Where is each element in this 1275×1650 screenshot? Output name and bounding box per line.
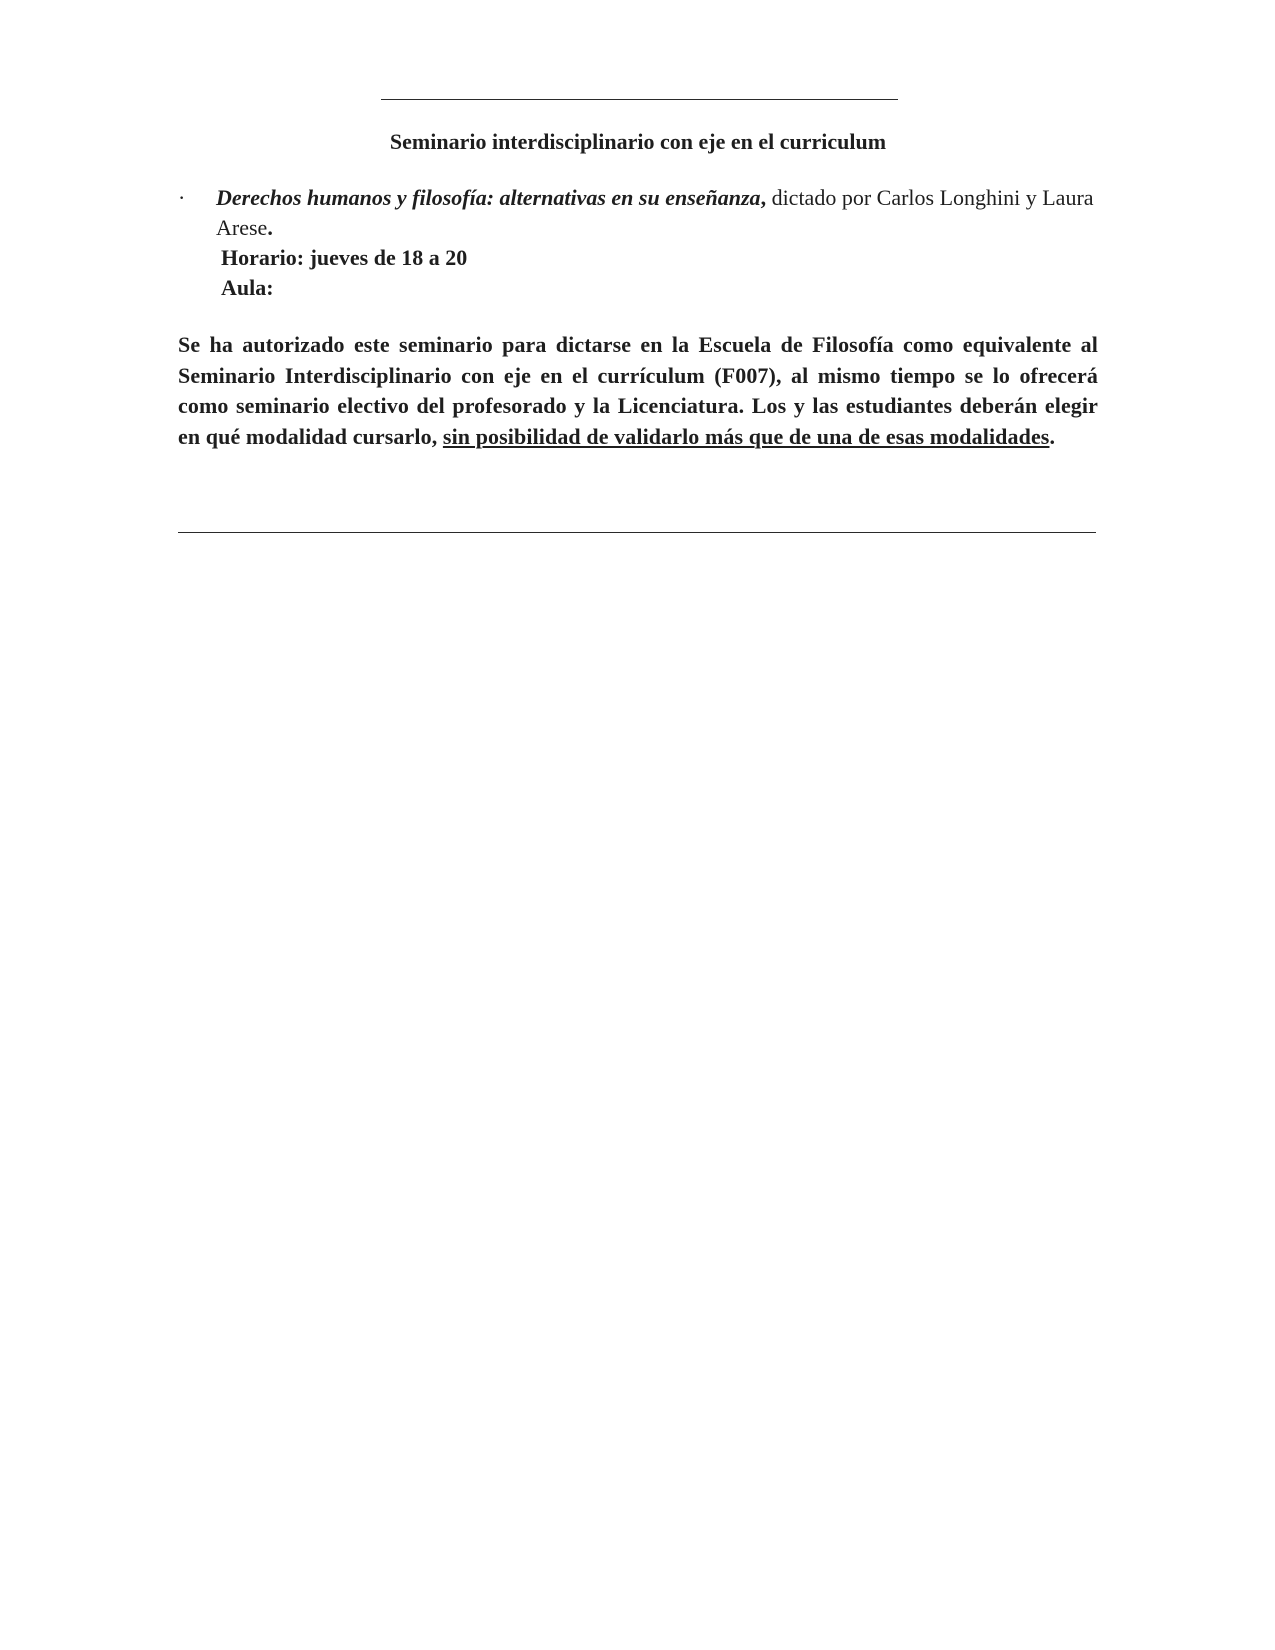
course-instructors: dictado por Carlos Longhini y Laura Arese [216, 185, 1094, 240]
course-schedule: Horario: jueves de 18 a 20 [221, 245, 468, 270]
course-title-comma: , [760, 185, 767, 210]
notice-underlined-text: sin posibilidad de validarlo más que de una de esas modalidades [442, 423, 1050, 449]
notice-ending: . [1049, 423, 1056, 449]
bullet-icon: · [178, 185, 186, 210]
course-list-item [178, 183, 1098, 303]
course-room: Aula: [221, 275, 274, 300]
section-heading: Seminario interdisciplinario con eje en el curriculum [389, 129, 887, 154]
bottom-separator-line [178, 532, 1096, 533]
notice-text: Se ha autorizado este seminario para dictarse en la Escuela de Filosofía como equivalente al Seminario Interdisciplinario con eje en el currículum (F007), al mismo tiempo se lo ofrecerá como seminario electivo del profesorado y la Licenciatura. Los y las estudiantes deberán elegir en qué modalidad cursarlo, [178, 332, 1098, 449]
course-instructors-period: . [267, 215, 273, 240]
course-description [216, 183, 1098, 243]
authorization-notice [178, 330, 1098, 452]
top-separator-line [381, 99, 898, 100]
course-title: Derechos humanos y filosofía: alternativas en su enseñanza [216, 185, 761, 210]
